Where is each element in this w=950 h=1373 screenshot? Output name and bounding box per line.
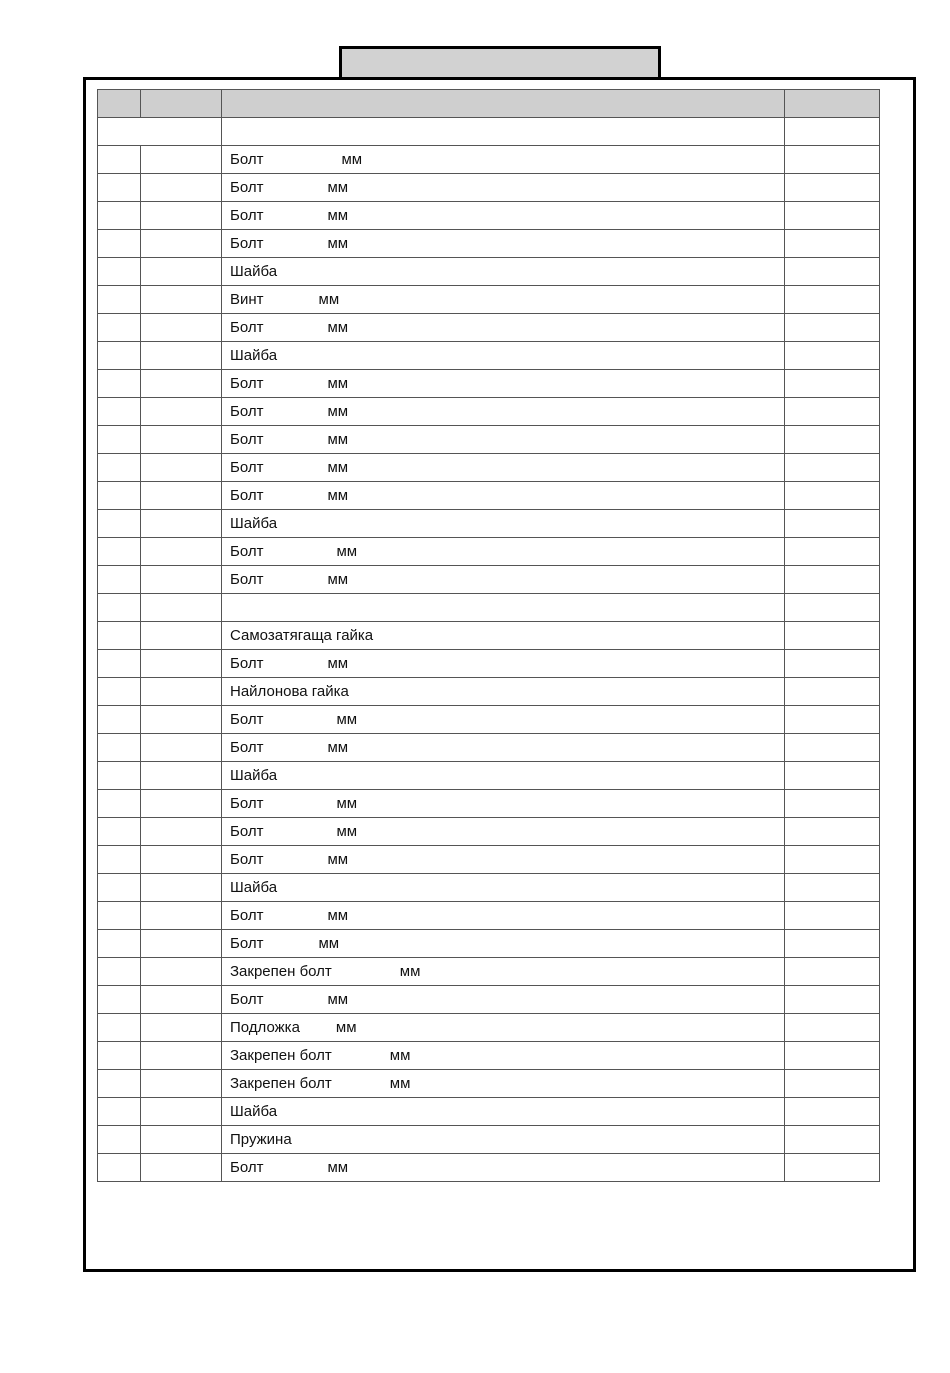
- part-name: Пружина: [230, 1131, 292, 1148]
- table-row: [98, 706, 880, 734]
- part-name: Болт: [230, 459, 264, 476]
- row-code-cell: [141, 398, 222, 426]
- part-unit: мм: [327, 375, 349, 392]
- row-number-cell: [98, 986, 141, 1014]
- part-name: Болт: [230, 851, 264, 868]
- table-row: [98, 1154, 880, 1182]
- row-number-cell: [98, 174, 141, 202]
- row-number-cell: [98, 398, 141, 426]
- row-number-cell: [98, 258, 141, 286]
- part-name: Болт: [230, 739, 264, 756]
- part-name: Болт: [230, 375, 264, 392]
- table-row: [98, 902, 880, 930]
- row-code-cell: [141, 594, 222, 622]
- row-number-cell: [98, 762, 141, 790]
- table-row: [98, 846, 880, 874]
- row-description-cell: [222, 930, 785, 958]
- row-description-cell: [222, 986, 785, 1014]
- part-name: Болт: [230, 823, 264, 840]
- row-code-cell: [141, 174, 222, 202]
- row-number-cell: [98, 1098, 141, 1126]
- part-unit: мм: [336, 795, 358, 812]
- row-description-cell: [222, 958, 785, 986]
- table-row: [98, 566, 880, 594]
- row-description-cell: [222, 370, 785, 398]
- header-cell-quantity: [785, 90, 880, 118]
- row-description-cell: [222, 622, 785, 650]
- row-quantity-cell: [785, 762, 880, 790]
- part-name: Болт: [230, 571, 264, 588]
- part-unit: мм: [327, 907, 349, 924]
- part-unit: мм: [327, 655, 349, 672]
- row-code-cell: [141, 958, 222, 986]
- row-number-cell: [98, 538, 141, 566]
- row-description-cell: [222, 650, 785, 678]
- table-row: [98, 678, 880, 706]
- table-row: [98, 1098, 880, 1126]
- row-code-cell: [141, 734, 222, 762]
- row-code-cell: [141, 230, 222, 258]
- part-name: Болт: [230, 207, 264, 224]
- table-row: [98, 454, 880, 482]
- row-description-cell: [222, 482, 785, 510]
- part-name: Болт: [230, 487, 264, 504]
- row-quantity-cell: [785, 314, 880, 342]
- row-quantity-cell: [785, 454, 880, 482]
- row-code-cell: [141, 986, 222, 1014]
- table-row: [98, 1014, 880, 1042]
- table-row: [98, 286, 880, 314]
- part-name: Шайба: [230, 1103, 278, 1120]
- row-number-cell: [98, 930, 141, 958]
- table-row: [98, 202, 880, 230]
- part-unit: мм: [327, 459, 349, 476]
- part-unit: мм: [389, 1075, 411, 1092]
- part-name: Болт: [230, 907, 264, 924]
- row-number-cell: [98, 650, 141, 678]
- table-row: [98, 538, 880, 566]
- row-code-cell: [141, 1070, 222, 1098]
- table-row: [98, 958, 880, 986]
- table-row: [98, 986, 880, 1014]
- part-name: Шайба: [230, 767, 278, 784]
- row-number-cell: [98, 1014, 141, 1042]
- row-code-cell: [141, 762, 222, 790]
- row-code-cell: [141, 622, 222, 650]
- part-name: Закрепен болт: [230, 963, 332, 980]
- row-code-cell: [141, 790, 222, 818]
- table-row: [98, 510, 880, 538]
- row-description-cell: [222, 846, 785, 874]
- row-quantity-cell: [785, 482, 880, 510]
- table-row: [98, 482, 880, 510]
- part-name: Шайба: [230, 879, 278, 896]
- row-quantity-cell: [785, 706, 880, 734]
- row-quantity-cell: [785, 286, 880, 314]
- row-code-cell: [141, 286, 222, 314]
- row-code-cell: [141, 202, 222, 230]
- part-unit: мм: [389, 1047, 411, 1064]
- row-description-cell: [222, 902, 785, 930]
- row-code-cell: [141, 846, 222, 874]
- part-unit: мм: [327, 571, 349, 588]
- part-unit: мм: [327, 1159, 349, 1176]
- row-description-cell: [222, 566, 785, 594]
- part-name: Болт: [230, 319, 264, 336]
- row-number-cell: [98, 902, 141, 930]
- row-code-cell: [141, 258, 222, 286]
- row-number-cell: [98, 510, 141, 538]
- part-name: Самозатягаща гайка: [230, 627, 374, 644]
- header-cell-number: [98, 90, 141, 118]
- row-number-cell: [98, 874, 141, 902]
- row-number-cell: [98, 566, 141, 594]
- part-unit: мм: [335, 1019, 357, 1036]
- row-quantity-cell: [785, 510, 880, 538]
- row-description-cell: [222, 790, 785, 818]
- row-code-cell: [141, 510, 222, 538]
- row-number-cell: [98, 314, 141, 342]
- row-description-cell: [222, 314, 785, 342]
- row-code-cell: [141, 482, 222, 510]
- group-cell-quantity: [785, 118, 880, 146]
- row-description-cell: [222, 538, 785, 566]
- row-code-cell: [141, 1126, 222, 1154]
- row-code-cell: [141, 538, 222, 566]
- table-row: [98, 398, 880, 426]
- table-row: [98, 622, 880, 650]
- row-description-cell: [222, 1126, 785, 1154]
- table-row: [98, 1042, 880, 1070]
- row-number-cell: [98, 790, 141, 818]
- part-name: Болт: [230, 543, 264, 560]
- row-number-cell: [98, 1154, 141, 1182]
- table-row: [98, 1126, 880, 1154]
- group-cell-description: [222, 118, 785, 146]
- row-quantity-cell: [785, 258, 880, 286]
- part-name: Закрепен болт: [230, 1075, 332, 1092]
- part-unit: мм: [327, 487, 349, 504]
- part-unit: мм: [318, 291, 340, 308]
- part-name: Болт: [230, 655, 264, 672]
- row-number-cell: [98, 146, 141, 174]
- row-code-cell: [141, 902, 222, 930]
- part-name: Болт: [230, 235, 264, 252]
- row-quantity-cell: [785, 1070, 880, 1098]
- table-row: [98, 370, 880, 398]
- row-quantity-cell: [785, 230, 880, 258]
- row-quantity-cell: [785, 202, 880, 230]
- row-code-cell: [141, 314, 222, 342]
- row-number-cell: [98, 230, 141, 258]
- row-quantity-cell: [785, 902, 880, 930]
- row-description-cell: [222, 174, 785, 202]
- row-quantity-cell: [785, 1154, 880, 1182]
- table-row: [98, 314, 880, 342]
- row-quantity-cell: [785, 818, 880, 846]
- table-row: [98, 146, 880, 174]
- row-description-cell: [222, 1154, 785, 1182]
- row-quantity-cell: [785, 146, 880, 174]
- row-quantity-cell: [785, 370, 880, 398]
- part-unit: мм: [327, 179, 349, 196]
- row-number-cell: [98, 426, 141, 454]
- row-description-cell: [222, 874, 785, 902]
- row-description-cell: [222, 1014, 785, 1042]
- table-row: [98, 342, 880, 370]
- part-name: Болт: [230, 431, 264, 448]
- row-quantity-cell: [785, 398, 880, 426]
- row-quantity-cell: [785, 342, 880, 370]
- part-name: Болт: [230, 403, 264, 420]
- part-unit: мм: [327, 319, 349, 336]
- row-number-cell: [98, 1042, 141, 1070]
- row-number-cell: [98, 342, 141, 370]
- row-description-cell: [222, 286, 785, 314]
- part-unit: мм: [327, 991, 349, 1008]
- part-name: Найлонова гайка: [230, 683, 349, 700]
- group-cell-merged: [98, 118, 222, 146]
- part-name: Болт: [230, 795, 264, 812]
- row-number-cell: [98, 678, 141, 706]
- part-name: Болт: [230, 179, 264, 196]
- table-row: [98, 790, 880, 818]
- row-description-cell: [222, 230, 785, 258]
- row-quantity-cell: [785, 538, 880, 566]
- row-number-cell: [98, 958, 141, 986]
- part-name: Шайба: [230, 515, 278, 532]
- row-description-cell: [222, 202, 785, 230]
- part-name: Болт: [230, 991, 264, 1008]
- row-description-cell: [222, 762, 785, 790]
- table-row: [98, 930, 880, 958]
- part-name: Подложка: [230, 1019, 300, 1036]
- row-code-cell: [141, 818, 222, 846]
- row-code-cell: [141, 678, 222, 706]
- part-name: Закрепен болт: [230, 1047, 332, 1064]
- row-quantity-cell: [785, 426, 880, 454]
- row-code-cell: [141, 1014, 222, 1042]
- table-row: [98, 762, 880, 790]
- row-description-cell: [222, 734, 785, 762]
- part-unit: мм: [336, 543, 358, 560]
- row-number-cell: [98, 482, 141, 510]
- table-row: [98, 230, 880, 258]
- row-description-cell: [222, 818, 785, 846]
- row-code-cell: [141, 650, 222, 678]
- part-unit: мм: [336, 823, 358, 840]
- part-name: Шайба: [230, 347, 278, 364]
- part-name: Болт: [230, 935, 264, 952]
- table-row: [98, 258, 880, 286]
- row-number-cell: [98, 454, 141, 482]
- table-row: [98, 1070, 880, 1098]
- header-cell-code: [141, 90, 222, 118]
- table-row: [98, 174, 880, 202]
- table-row: [98, 818, 880, 846]
- row-description-cell: [222, 1042, 785, 1070]
- table-row: [98, 734, 880, 762]
- part-unit: мм: [341, 151, 363, 168]
- row-number-cell: [98, 846, 141, 874]
- row-description-cell: [222, 342, 785, 370]
- part-unit: мм: [327, 235, 349, 252]
- part-name: Болт: [230, 151, 264, 168]
- row-quantity-cell: [785, 1126, 880, 1154]
- row-quantity-cell: [785, 594, 880, 622]
- row-code-cell: [141, 1098, 222, 1126]
- row-number-cell: [98, 202, 141, 230]
- row-code-cell: [141, 874, 222, 902]
- row-quantity-cell: [785, 174, 880, 202]
- row-description-cell: [222, 706, 785, 734]
- row-quantity-cell: [785, 1098, 880, 1126]
- row-quantity-cell: [785, 678, 880, 706]
- row-description-cell: [222, 1098, 785, 1126]
- row-quantity-cell: [785, 790, 880, 818]
- row-code-cell: [141, 426, 222, 454]
- row-number-cell: [98, 1070, 141, 1098]
- row-number-cell: [98, 1126, 141, 1154]
- part-unit: мм: [327, 851, 349, 868]
- part-unit: мм: [327, 739, 349, 756]
- row-description-cell: [222, 1070, 785, 1098]
- table-row: [98, 650, 880, 678]
- table-group-row: [98, 118, 880, 146]
- table-row: [98, 874, 880, 902]
- row-quantity-cell: [785, 650, 880, 678]
- part-name: Винт: [230, 291, 264, 308]
- part-unit: мм: [327, 403, 349, 420]
- row-quantity-cell: [785, 566, 880, 594]
- row-description-cell: [222, 454, 785, 482]
- row-quantity-cell: [785, 622, 880, 650]
- row-number-cell: [98, 370, 141, 398]
- row-description-cell: [222, 426, 785, 454]
- row-description-cell: [222, 258, 785, 286]
- row-number-cell: [98, 734, 141, 762]
- row-code-cell: [141, 1042, 222, 1070]
- parts-table: [97, 89, 880, 1182]
- table-row: [98, 594, 880, 622]
- row-code-cell: [141, 930, 222, 958]
- part-name: Шайба: [230, 263, 278, 280]
- part-name: Болт: [230, 1159, 264, 1176]
- row-number-cell: [98, 594, 141, 622]
- row-description-cell: [222, 146, 785, 174]
- header-cell-description: [222, 90, 785, 118]
- row-quantity-cell: [785, 846, 880, 874]
- row-quantity-cell: [785, 986, 880, 1014]
- part-unit: мм: [327, 207, 349, 224]
- row-number-cell: [98, 286, 141, 314]
- row-code-cell: [141, 566, 222, 594]
- row-code-cell: [141, 370, 222, 398]
- row-code-cell: [141, 454, 222, 482]
- row-description-cell: [222, 398, 785, 426]
- row-quantity-cell: [785, 874, 880, 902]
- row-quantity-cell: [785, 930, 880, 958]
- row-quantity-cell: [785, 958, 880, 986]
- row-number-cell: [98, 818, 141, 846]
- row-code-cell: [141, 146, 222, 174]
- row-number-cell: [98, 622, 141, 650]
- row-code-cell: [141, 342, 222, 370]
- row-quantity-cell: [785, 1014, 880, 1042]
- row-quantity-cell: [785, 734, 880, 762]
- row-number-cell: [98, 706, 141, 734]
- part-unit: мм: [318, 935, 340, 952]
- row-description-cell: [222, 678, 785, 706]
- row-quantity-cell: [785, 1042, 880, 1070]
- row-description-cell: [222, 594, 785, 622]
- row-code-cell: [141, 1154, 222, 1182]
- row-code-cell: [141, 706, 222, 734]
- part-unit: мм: [399, 963, 421, 980]
- row-description-cell: [222, 510, 785, 538]
- table-row: [98, 426, 880, 454]
- part-unit: мм: [327, 431, 349, 448]
- table-header-row: [98, 90, 880, 118]
- part-unit: мм: [336, 711, 358, 728]
- title-box: [339, 46, 661, 77]
- part-name: Болт: [230, 711, 264, 728]
